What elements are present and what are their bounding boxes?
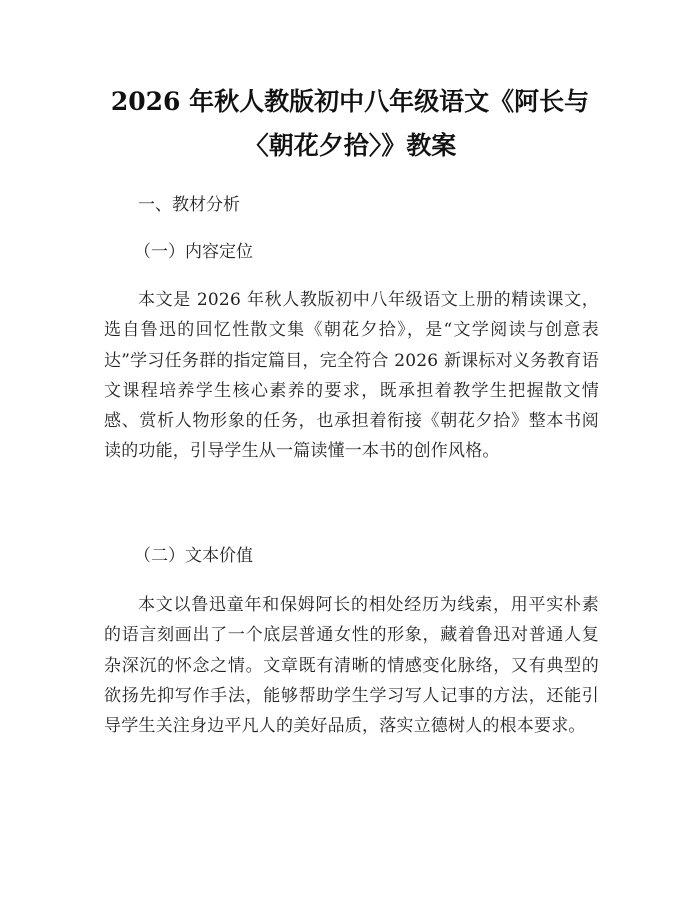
- document-title-line-1: 2026 年秋人教版初中八年级语文《阿长与: [110, 87, 590, 116]
- paragraph-text-value: 本文以鲁迅童年和保姆阿长的相处经历为线索，用平实朴素的语言刻画出了一个底层普通女性的形象，藏着鲁迅对普通人复杂深沉的怀念之情。文章既有清晰的情感变化脉络，又有典型的欲扬先抑写作手法，能够帮助学生学习写人记事的方法，还能引导学生关注身边平凡人的美好品质，落实立德树人的根本要求。: [104, 595, 599, 737]
- subsection-heading-content-positioning: （一）内容定位: [134, 242, 253, 262]
- section-heading-teaching-material-analysis: 一、教材分析: [138, 195, 240, 215]
- document-title-line-2: 〈朝花夕拾〉》教案: [243, 131, 457, 160]
- paragraph-content-positioning: 本文是 2026 年秋人教版初中八年级语文上册的精读课文，选自鲁迅的回忆性散文集《朝花夕拾》，是“文学阅读与创意表达”学习任务群的指定篇目，完全符合 2026 新课标对义务教育语文课程培养学生核心素养的要求，既承担着教学生把握散文情感、赏析人物形象的任务，也承担着衔接《朝花夕拾》整本书阅读的功能，引导学生从一篇读懂一本书的创作风格。: [104, 290, 599, 462]
- subsection-heading-text-value: （二）文本价值: [134, 546, 253, 566]
